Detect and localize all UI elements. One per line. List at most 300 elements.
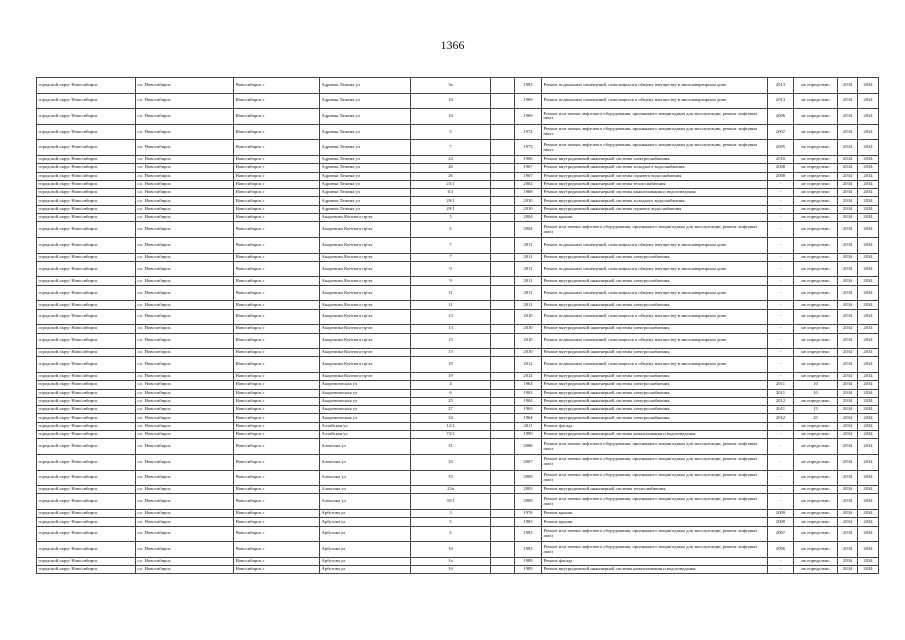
plan-start-year-cell: 2034: [838, 189, 858, 197]
street-cell: Академическая ул: [320, 389, 411, 397]
plan-start-year-cell: 2034: [838, 222, 858, 238]
plan-end-year-cell: 2034: [858, 397, 879, 405]
district-cell: г.о. Новосибирск: [136, 325, 234, 333]
plan-end-year-cell: 2034: [858, 454, 879, 470]
table-row: [37, 180, 879, 188]
house-number-cell: 4: [411, 381, 491, 389]
last-repair-year-cell: 2009: [768, 510, 794, 518]
plan-end-year-cell: 2034: [858, 205, 879, 213]
build-year-cell: 1966: [515, 155, 542, 163]
street-cell: Академика Коптюга пр-кт: [320, 277, 411, 285]
table-row: [37, 414, 879, 422]
wear-cell: не определено: [794, 470, 838, 486]
wear-cell: не определено: [794, 78, 838, 94]
house-number-cell: 12/1: [411, 422, 491, 430]
city-cell: Новосибирск г: [234, 214, 320, 222]
wear-cell: 15: [794, 406, 838, 414]
street-cell: Арбузова ул: [320, 510, 411, 518]
street-cell: Академика Коптюга пр-кт: [320, 301, 411, 309]
build-year-cell: 1964: [515, 414, 542, 422]
street-cell: Адриена Лежена ул: [320, 78, 411, 94]
district-cell: г.о. Новосибирск: [136, 357, 234, 373]
empty-cell: [491, 189, 515, 197]
table-row: [37, 285, 879, 301]
empty-cell: [491, 164, 515, 172]
house-number-cell: 19: [411, 357, 491, 373]
last-repair-year-cell: 2009: [768, 518, 794, 526]
wear-cell: не определено: [794, 518, 838, 526]
district-cell: г.о. Новосибирск: [136, 277, 234, 285]
plan-end-year-cell: 2034: [858, 518, 879, 526]
build-year-cell: 2007: [515, 454, 542, 470]
district-cell: г.о. Новосибирск: [136, 414, 234, 422]
table-row: [37, 557, 879, 565]
plan-start-year-cell: 2034: [838, 180, 858, 188]
district-cell: г.о. Новосибирск: [136, 389, 234, 397]
wear-cell: не определено: [794, 180, 838, 188]
house-number-cell: 13: [411, 309, 491, 325]
plan-start-year-cell: 2034: [838, 285, 858, 301]
table-row: [37, 222, 879, 238]
plan-start-year-cell: 2034: [838, 140, 858, 156]
empty-cell: [491, 510, 515, 518]
municipality-cell: городской округ Новосибирск: [37, 494, 136, 510]
work-type-cell: Ремонт или замена лифтового оборудования, признанного непригодным для эксплуатации, ремонт лифтовых шахт: [542, 124, 768, 140]
build-year-cell: 1976: [515, 510, 542, 518]
work-type-cell: Ремонт или замена лифтового оборудования, признанного непригодным для эксплуатации, ремонт лифтовых шахт: [542, 542, 768, 558]
city-cell: Новосибирск г: [234, 454, 320, 470]
wear-cell: 10: [794, 389, 838, 397]
wear-cell: не определено: [794, 372, 838, 380]
city-cell: Новосибирск г: [234, 422, 320, 430]
table-row: [37, 518, 879, 526]
street-cell: Академика Коптюга пр-кт: [320, 222, 411, 238]
wear-cell: не определено: [794, 172, 838, 180]
city-cell: Новосибирск г: [234, 357, 320, 373]
work-type-cell: Ремонт внутридомовой инженерной системы электроснабжения: [542, 397, 768, 405]
empty-cell: [491, 454, 515, 470]
last-repair-year-cell: -: [768, 422, 794, 430]
empty-cell: [491, 301, 515, 309]
plan-end-year-cell: 2034: [858, 486, 879, 494]
municipality-cell: городской округ Новосибирск: [37, 180, 136, 188]
plan-end-year-cell: 2034: [858, 406, 879, 414]
wear-cell: 10: [794, 381, 838, 389]
house-number-cell: 5: [411, 124, 491, 140]
plan-end-year-cell: 2034: [858, 189, 879, 197]
municipality-cell: городской округ Новосибирск: [37, 205, 136, 213]
wear-cell: не определено: [794, 333, 838, 349]
empty-cell: [491, 277, 515, 285]
plan-start-year-cell: 2034: [838, 93, 858, 109]
table-row: [37, 253, 879, 261]
city-cell: Новосибирск г: [234, 518, 320, 526]
empty-cell: [491, 285, 515, 301]
district-cell: г.о. Новосибирск: [136, 155, 234, 163]
empty-cell: [491, 494, 515, 510]
plan-end-year-cell: 2034: [858, 124, 879, 140]
last-repair-year-cell: -: [768, 566, 794, 574]
last-repair-year-cell: 2006: [768, 542, 794, 558]
city-cell: Новосибирск г: [234, 494, 320, 510]
municipality-cell: городской округ Новосибирск: [37, 214, 136, 222]
empty-cell: [491, 333, 515, 349]
last-repair-year-cell: -: [768, 205, 794, 213]
work-type-cell: Ремонт внутридомовой инженерной системы электроснабжения: [542, 325, 768, 333]
work-type-cell: Ремонт или замена лифтового оборудования, признанного непригодным для эксплуатации, ремонт лифтовых шахт: [542, 140, 768, 156]
work-type-cell: Ремонт или замена лифтового оборудования, признанного непригодным для эксплуатации, ремонт лифтовых шахт: [542, 439, 768, 455]
house-number-cell: 73/1: [411, 431, 491, 439]
district-cell: г.о. Новосибирск: [136, 333, 234, 349]
work-type-cell: Ремонт внутридомовой инженерной системы электроснабжения: [542, 349, 768, 357]
municipality-cell: городской округ Новосибирск: [37, 301, 136, 309]
district-cell: г.о. Новосибирск: [136, 164, 234, 172]
plan-end-year-cell: 2034: [858, 357, 879, 373]
street-cell: Алтайская ул: [320, 422, 411, 430]
table-row: [37, 164, 879, 172]
empty-cell: [491, 557, 515, 565]
house-number-cell: 18: [411, 109, 491, 125]
build-year-cell: 2010: [515, 309, 542, 325]
build-year-cell: 1964: [515, 397, 542, 405]
city-cell: Новосибирск г: [234, 349, 320, 357]
table-row: [37, 349, 879, 357]
empty-cell: [491, 172, 515, 180]
city-cell: Новосибирск г: [234, 557, 320, 565]
municipality-cell: городской округ Новосибирск: [37, 389, 136, 397]
district-cell: г.о. Новосибирск: [136, 557, 234, 565]
empty-cell: [491, 78, 515, 94]
street-cell: Академика Коптюга пр-кт: [320, 214, 411, 222]
empty-cell: [491, 180, 515, 188]
city-cell: Новосибирск г: [234, 285, 320, 301]
last-repair-year-cell: -: [768, 309, 794, 325]
last-repair-year-cell: -: [768, 557, 794, 565]
build-year-cell: 2010: [515, 205, 542, 213]
empty-cell: [491, 109, 515, 125]
plan-end-year-cell: 2034: [858, 261, 879, 277]
municipality-cell: городской округ Новосибирск: [37, 414, 136, 422]
work-type-cell: Ремонт внутридомовой инженерной системы электроснабжения: [542, 372, 768, 380]
plan-start-year-cell: 2034: [838, 349, 858, 357]
plan-start-year-cell: 2034: [838, 372, 858, 380]
wear-cell: не определено: [794, 566, 838, 574]
municipality-cell: городской округ Новосибирск: [37, 164, 136, 172]
build-year-cell: 1973: [515, 140, 542, 156]
plan-end-year-cell: 2034: [858, 155, 879, 163]
municipality-cell: городской округ Новосибирск: [37, 222, 136, 238]
work-type-cell: Ремонт внутридомовой инженерной системы электроснабжения: [542, 301, 768, 309]
street-cell: Академика Коптюга пр-кт: [320, 237, 411, 253]
city-cell: Новосибирск г: [234, 542, 320, 558]
house-number-cell: 23а: [411, 486, 491, 494]
build-year-cell: 2004: [515, 222, 542, 238]
house-number-cell: 7: [411, 253, 491, 261]
work-type-cell: Ремонт или замена лифтового оборудования, признанного непригодным для эксплуатации, ремонт лифтовых шахт: [542, 109, 768, 125]
table-row: [37, 422, 879, 430]
municipality-cell: городской округ Новосибирск: [37, 566, 136, 574]
municipality-cell: городской округ Новосибирск: [37, 349, 136, 357]
district-cell: г.о. Новосибирск: [136, 253, 234, 261]
house-number-cell: 5: [411, 222, 491, 238]
plan-start-year-cell: 2034: [838, 357, 858, 373]
plan-end-year-cell: 2034: [858, 439, 879, 455]
table-row: [37, 470, 879, 486]
build-year-cell: 1983: [515, 526, 542, 542]
wear-cell: не определено: [794, 309, 838, 325]
municipality-cell: городской округ Новосибирск: [37, 526, 136, 542]
plan-end-year-cell: 2034: [858, 253, 879, 261]
empty-cell: [491, 261, 515, 277]
build-year-cell: 2004: [515, 214, 542, 222]
capital-repair-table: [36, 77, 879, 574]
table-row: [37, 214, 879, 222]
work-type-cell: Ремонт внутридомовой инженерной системы электроснабжения: [542, 414, 768, 422]
plan-end-year-cell: 2034: [858, 109, 879, 125]
municipality-cell: городской округ Новосибирск: [37, 397, 136, 405]
table-row: [37, 189, 879, 197]
empty-cell: [491, 422, 515, 430]
plan-start-year-cell: 2034: [838, 414, 858, 422]
table-row: [37, 109, 879, 125]
city-cell: Новосибирск г: [234, 253, 320, 261]
city-cell: Новосибирск г: [234, 301, 320, 309]
district-cell: г.о. Новосибирск: [136, 222, 234, 238]
plan-end-year-cell: 2034: [858, 140, 879, 156]
plan-start-year-cell: 2034: [838, 197, 858, 205]
district-cell: г.о. Новосибирск: [136, 214, 234, 222]
municipality-cell: городской округ Новосибирск: [37, 155, 136, 163]
empty-cell: [491, 93, 515, 109]
table-row: [37, 277, 879, 285]
house-number-cell: 5: [411, 518, 491, 526]
empty-cell: [491, 349, 515, 357]
district-cell: г.о. Новосибирск: [136, 285, 234, 301]
work-type-cell: Ремонт внутридомовой инженерной системы канализования и водоотведения: [542, 431, 768, 439]
plan-end-year-cell: 2034: [858, 526, 879, 542]
work-type-cell: Ремонт внутридомовой инженерной системы холодного водоснабжения: [542, 164, 768, 172]
plan-end-year-cell: 2034: [858, 93, 879, 109]
city-cell: Новосибирск г: [234, 470, 320, 486]
plan-end-year-cell: 2034: [858, 222, 879, 238]
district-cell: г.о. Новосибирск: [136, 518, 234, 526]
district-cell: г.о. Новосибирск: [136, 172, 234, 180]
city-cell: Новосибирск г: [234, 439, 320, 455]
build-year-cell: 2011: [515, 261, 542, 277]
build-year-cell: 1963: [515, 389, 542, 397]
wear-cell: не определено: [794, 205, 838, 213]
empty-cell: [491, 526, 515, 542]
last-repair-year-cell: 2006: [768, 109, 794, 125]
plan-end-year-cell: 2034: [858, 431, 879, 439]
empty-cell: [491, 486, 515, 494]
municipality-cell: городской округ Новосибирск: [37, 381, 136, 389]
district-cell: г.о. Новосибирск: [136, 431, 234, 439]
municipality-cell: городской округ Новосибирск: [37, 285, 136, 301]
plan-start-year-cell: 2034: [838, 510, 858, 518]
work-type-cell: Ремонт крыши: [542, 518, 768, 526]
district-cell: г.о. Новосибирск: [136, 301, 234, 309]
plan-start-year-cell: 2034: [838, 557, 858, 565]
build-year-cell: 2010: [515, 197, 542, 205]
empty-cell: [491, 381, 515, 389]
table-row: [37, 261, 879, 277]
district-cell: г.о. Новосибирск: [136, 542, 234, 558]
plan-end-year-cell: 2034: [858, 172, 879, 180]
wear-cell: не определено: [794, 124, 838, 140]
city-cell: Новосибирск г: [234, 237, 320, 253]
empty-cell: [491, 566, 515, 574]
house-number-cell: 25: [411, 397, 491, 405]
municipality-cell: городской округ Новосибирск: [37, 197, 136, 205]
house-number-cell: 19: [411, 372, 491, 380]
plan-end-year-cell: 2034: [858, 277, 879, 285]
wear-cell: не определено: [794, 486, 838, 494]
street-cell: Академика Коптюга пр-кт: [320, 357, 411, 373]
municipality-cell: городской округ Новосибирск: [37, 406, 136, 414]
house-number-cell: 34: [411, 414, 491, 422]
plan-end-year-cell: 2034: [858, 470, 879, 486]
build-year-cell: 2012: [515, 357, 542, 373]
municipality-cell: городской округ Новосибирск: [37, 124, 136, 140]
municipality-cell: городской округ Новосибирск: [37, 309, 136, 325]
city-cell: Новосибирск г: [234, 78, 320, 94]
table-row: [37, 566, 879, 574]
wear-cell: не определено: [794, 155, 838, 163]
street-cell: Адриена Лежена ул: [320, 109, 411, 125]
city-cell: Новосибирск г: [234, 222, 320, 238]
wear-cell: не определено: [794, 439, 838, 455]
wear-cell: не определено: [794, 140, 838, 156]
table-row: [37, 357, 879, 373]
empty-cell: [491, 357, 515, 373]
municipality-cell: городской округ Новосибирск: [37, 372, 136, 380]
wear-cell: не определено: [794, 164, 838, 172]
last-repair-year-cell: -: [768, 285, 794, 301]
house-number-cell: 5а: [411, 78, 491, 94]
wear-cell: не определено: [794, 277, 838, 285]
district-cell: г.о. Новосибирск: [136, 93, 234, 109]
wear-cell: не определено: [794, 261, 838, 277]
wear-cell: не определено: [794, 431, 838, 439]
wear-cell: не определено: [794, 222, 838, 238]
table-row: [37, 140, 879, 156]
work-type-cell: Ремонт внутридомовой инженерной системы теплоснабжения: [542, 180, 768, 188]
table-row: [37, 381, 879, 389]
build-year-cell: 2011: [515, 301, 542, 309]
table-row: [37, 397, 879, 405]
build-year-cell: 2011: [515, 422, 542, 430]
plan-start-year-cell: 2034: [838, 214, 858, 222]
municipality-cell: городской округ Новосибирск: [37, 237, 136, 253]
house-number-cell: 27: [411, 406, 491, 414]
plan-end-year-cell: 2034: [858, 557, 879, 565]
wear-cell: не определено: [794, 510, 838, 518]
street-cell: Академическая ул: [320, 406, 411, 414]
table-row: [37, 78, 879, 94]
house-number-cell: 7: [411, 140, 491, 156]
plan-start-year-cell: 2034: [838, 381, 858, 389]
plan-end-year-cell: 2034: [858, 325, 879, 333]
city-cell: Новосибирск г: [234, 566, 320, 574]
empty-cell: [491, 431, 515, 439]
house-number-cell: 16: [411, 542, 491, 558]
work-type-cell: Ремонт внутридомовой инженерной системы электроснабжения: [542, 253, 768, 261]
district-cell: г.о. Новосибирск: [136, 439, 234, 455]
last-repair-year-cell: -: [768, 431, 794, 439]
plan-start-year-cell: 2034: [838, 518, 858, 526]
house-number-cell: 29/1: [411, 197, 491, 205]
last-repair-year-cell: -: [768, 333, 794, 349]
plan-start-year-cell: 2034: [838, 172, 858, 180]
last-repair-year-cell: -: [768, 470, 794, 486]
empty-cell: [491, 518, 515, 526]
house-number-cell: 35/1: [411, 494, 491, 510]
municipality-cell: городской округ Новосибирск: [37, 422, 136, 430]
empty-cell: [491, 222, 515, 238]
work-type-cell: Ремонт внутридомовой инженерной системы холодного водоснабжения: [542, 197, 768, 205]
plan-start-year-cell: 2034: [838, 253, 858, 261]
empty-cell: [491, 197, 515, 205]
city-cell: Новосибирск г: [234, 261, 320, 277]
city-cell: Новосибирск г: [234, 197, 320, 205]
city-cell: Новосибирск г: [234, 189, 320, 197]
last-repair-year-cell: -: [768, 214, 794, 222]
last-repair-year-cell: 2013: [768, 93, 794, 109]
table-row: [37, 301, 879, 309]
table-row: [37, 325, 879, 333]
district-cell: г.о. Новосибирск: [136, 205, 234, 213]
build-year-cell: 1983: [515, 518, 542, 526]
district-cell: г.о. Новосибирск: [136, 566, 234, 574]
empty-cell: [491, 389, 515, 397]
plan-end-year-cell: 2034: [858, 197, 879, 205]
district-cell: г.о. Новосибирск: [136, 189, 234, 197]
street-cell: Адриена Лежена ул: [320, 205, 411, 213]
street-cell: Арбузова ул: [320, 542, 411, 558]
city-cell: Новосибирск г: [234, 140, 320, 156]
street-cell: Академика Коптюга пр-кт: [320, 349, 411, 357]
wear-cell: не определено: [794, 285, 838, 301]
build-year-cell: 1969: [515, 93, 542, 109]
municipality-cell: городской округ Новосибирск: [37, 261, 136, 277]
municipality-cell: городской округ Новосибирск: [37, 431, 136, 439]
plan-start-year-cell: 2034: [838, 470, 858, 486]
plan-end-year-cell: 2034: [858, 510, 879, 518]
plan-start-year-cell: 2034: [838, 431, 858, 439]
city-cell: Новосибирск г: [234, 431, 320, 439]
house-number-cell: 5: [411, 526, 491, 542]
city-cell: Новосибирск г: [234, 406, 320, 414]
city-cell: Новосибирск г: [234, 277, 320, 285]
district-cell: г.о. Новосибирск: [136, 422, 234, 430]
work-type-cell: Ремонт фасада: [542, 422, 768, 430]
table-body: [37, 78, 879, 574]
table-row: [37, 389, 879, 397]
build-year-cell: 1964: [515, 381, 542, 389]
wear-cell: не определено: [794, 557, 838, 565]
city-cell: Новосибирск г: [234, 205, 320, 213]
district-cell: г.о. Новосибирск: [136, 237, 234, 253]
district-cell: г.о. Новосибирск: [136, 486, 234, 494]
plan-start-year-cell: 2034: [838, 261, 858, 277]
street-cell: Академика Коптюга пр-кт: [320, 253, 411, 261]
street-cell: Арбузова ул: [320, 566, 411, 574]
street-cell: Арбузова ул: [320, 518, 411, 526]
street-cell: Академическая ул: [320, 397, 411, 405]
build-year-cell: 1989: [515, 557, 542, 565]
house-number-cell: 31: [411, 439, 491, 455]
